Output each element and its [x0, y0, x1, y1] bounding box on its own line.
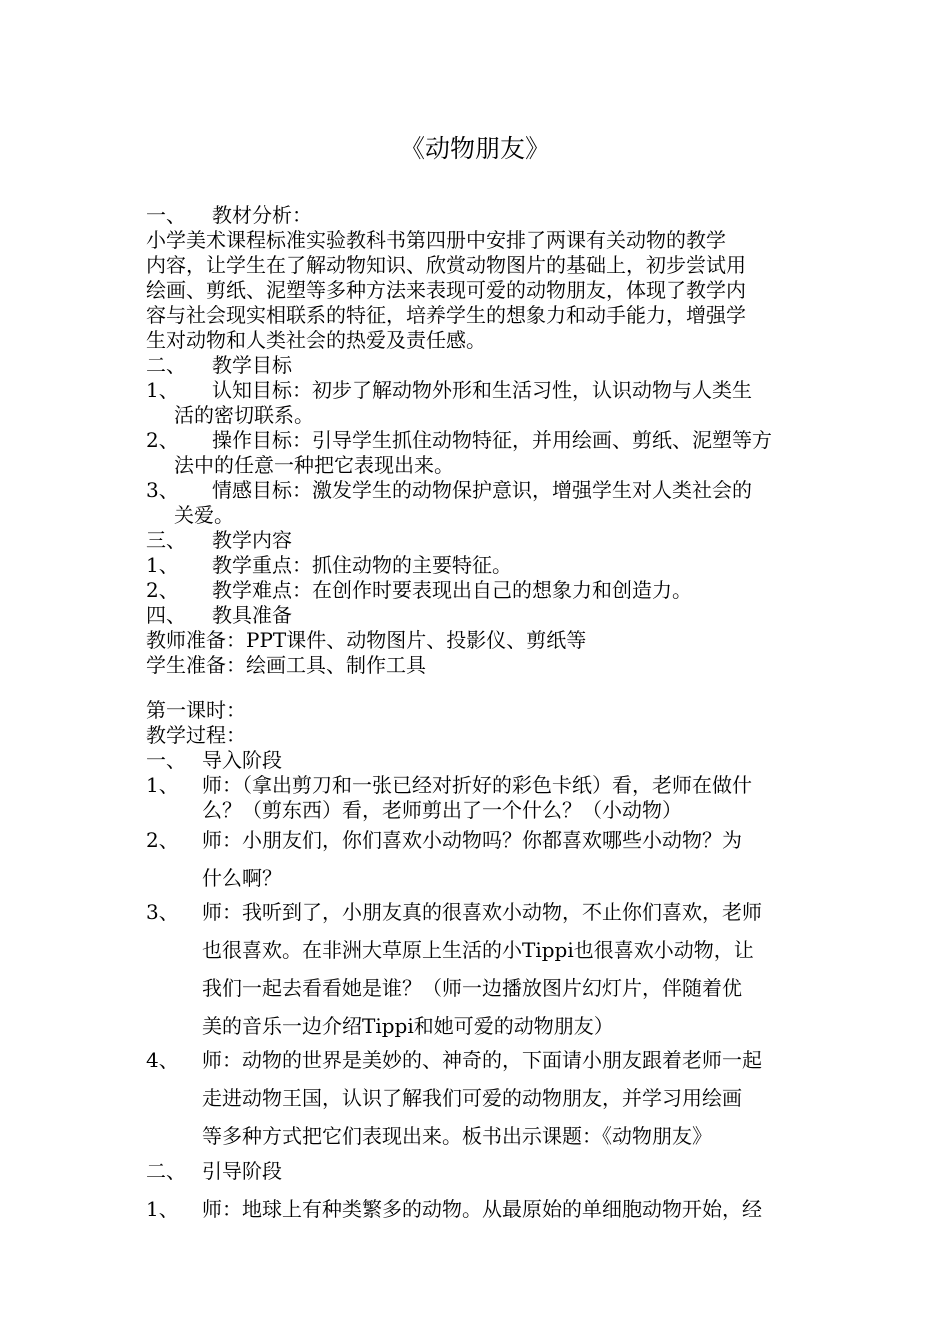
- section-title: 教材分析：: [212, 203, 312, 227]
- item-number: 1、: [146, 773, 179, 797]
- stage-number: 一、: [146, 748, 186, 772]
- item-line: 师：地球上有种类繁多的动物。从最原始的单细胞动物开始，经: [202, 1197, 762, 1221]
- section-title: 教学内容: [212, 528, 292, 552]
- item-line: 走进动物王国，认识了解我们可爱的动物朋友，并学习用绘画: [202, 1086, 742, 1110]
- item-number: 2、: [146, 578, 179, 602]
- goal-item: [146, 428, 811, 478]
- item-text: 教学难点：在创作时要表现出自己的想象力和创造力。: [212, 578, 692, 602]
- item-number: 1、: [146, 1197, 179, 1221]
- paragraph-line: 绘画、剪纸、泥塑等多种方法来表现可爱的动物朋友，体现了教学内: [146, 278, 746, 302]
- teacher-preparation: 教师准备：PPT课件、动物图片、投影仪、剪纸等: [146, 628, 587, 652]
- paragraph-line: 内容，让学生在了解动物知识、欣赏动物图片的基础上，初步尝试用: [146, 253, 746, 277]
- item-line: 等多种方式把它们表现出来。板书出示课题：《动物朋友》: [202, 1124, 712, 1148]
- stage-number: 二、: [146, 1159, 186, 1183]
- item-line: 师：我听到了，小朋友真的很喜欢小动物，不止你们喜欢，老师: [202, 900, 762, 924]
- item-line: 什么啊？: [202, 866, 282, 890]
- item-text: 教学重点：抓住动物的主要特征。: [212, 553, 512, 577]
- section-number: 二、: [146, 353, 186, 377]
- item-line: 师：动物的世界是美妙的、神奇的，下面请小朋友跟着老师一起: [202, 1048, 762, 1072]
- item-text: 操作目标：引导学生抓住动物特征，并用绘画、剪纸、泥塑等方: [212, 428, 772, 452]
- paragraph-line: 容与社会现实相联系的特征，培养学生的想象力和动手能力，增强学: [146, 303, 746, 327]
- item-number: 2、: [146, 428, 179, 452]
- stage-title: 引导阶段: [202, 1159, 282, 1183]
- item-line: 么？（剪东西）看，老师剪出了一个什么？（小动物）: [202, 798, 682, 822]
- item-text-continued: 法中的任意一种把它表现出来。: [174, 453, 454, 477]
- content-item: [146, 553, 811, 578]
- section-heading-goals: [146, 353, 811, 378]
- item-number: 3、: [146, 900, 179, 924]
- item-text: 认知目标：初步了解动物外形和生活习性，认识动物与人类生: [212, 378, 752, 402]
- item-number: 4、: [146, 1048, 179, 1072]
- item-number: 3、: [146, 478, 179, 502]
- document-title: 《动物朋友》: [399, 134, 550, 163]
- section-heading-content: [146, 528, 811, 553]
- item-text-continued: 活的密切联系。: [174, 403, 314, 427]
- item-text-continued: 关爱。: [174, 503, 234, 527]
- stage-title: 导入阶段: [202, 748, 282, 772]
- item-line: 我们一起去看看她是谁？（师一边播放图片幻灯片，伴随着优: [202, 976, 742, 1000]
- section-heading-materials: [146, 603, 811, 628]
- paragraph-line: 生对动物和人类社会的热爱及责任感。: [146, 328, 486, 352]
- section-heading-analysis: [146, 203, 811, 228]
- lesson-plan-overview: [146, 203, 811, 678]
- section-title: 教学目标: [212, 353, 292, 377]
- item-line: 师：小朋友们，你们喜欢小动物吗？你都喜欢哪些小动物？为: [202, 828, 742, 852]
- section-title: 教具准备: [212, 603, 292, 627]
- section-number: 三、: [146, 528, 186, 552]
- item-number: 1、: [146, 553, 179, 577]
- student-preparation: 学生准备：绘画工具、制作工具: [146, 653, 426, 677]
- lesson-period-label: 第一课时：: [146, 698, 246, 722]
- lesson-process-header: [146, 698, 811, 748]
- item-line: 师：（拿出剪刀和一张已经对折好的彩色卡纸）看，老师在做什: [202, 773, 752, 797]
- content-item: [146, 578, 811, 603]
- item-number: 2、: [146, 828, 179, 852]
- section-number: 四、: [146, 603, 186, 627]
- item-line: 美的音乐一边介绍Tippi和她可爱的动物朋友）: [202, 1014, 614, 1038]
- item-number: 1、: [146, 378, 179, 402]
- goal-item: [146, 378, 811, 428]
- goal-item: [146, 478, 811, 528]
- paragraph-line: 小学美术课程标准实验教科书第四册中安排了两课有关动物的教学: [146, 228, 726, 252]
- section-number: 一、: [146, 203, 186, 227]
- process-label: 教学过程：: [146, 723, 246, 747]
- item-line: 也很喜欢。在非洲大草原上生活的小Tippi也很喜欢小动物，让: [202, 938, 754, 962]
- item-text: 情感目标：激发学生的动物保护意识，增强学生对人类社会的: [212, 478, 752, 502]
